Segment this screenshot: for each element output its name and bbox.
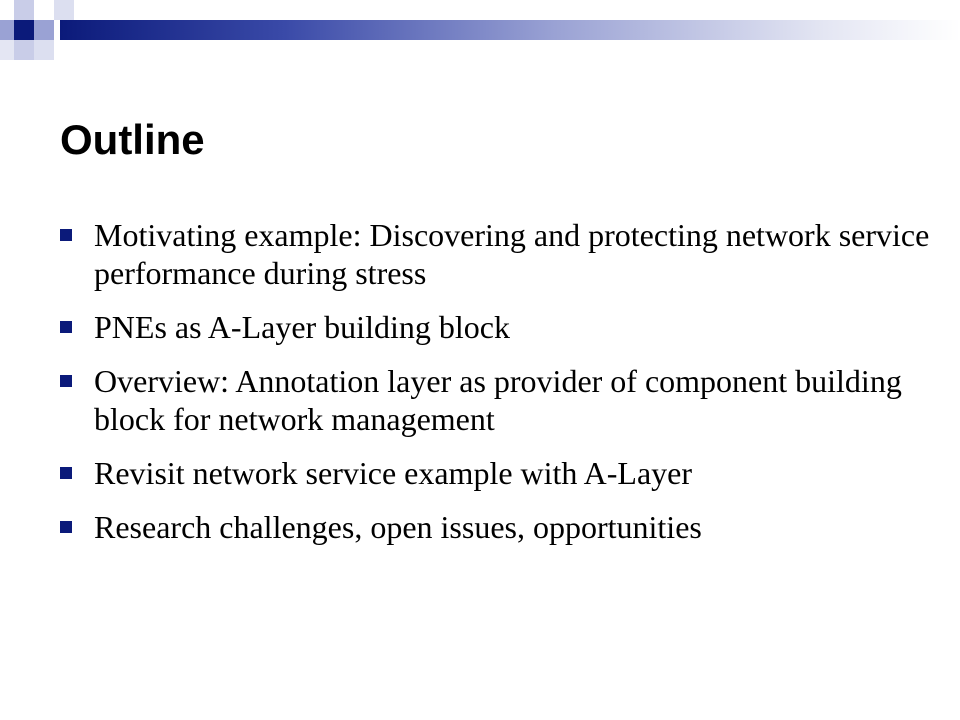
corner-square-light xyxy=(14,0,34,20)
corner-square-mid xyxy=(0,20,14,40)
bullet-item xyxy=(60,362,940,438)
square-bullet-icon xyxy=(60,321,72,333)
bullet-text: Motivating example: Discovering and protecting network service performance during stress xyxy=(94,217,930,291)
bullet-item xyxy=(60,308,940,346)
bullet-text: Overview: Annotation layer as provider of component building block for network management xyxy=(94,363,902,437)
bullet-item xyxy=(60,216,940,292)
header-gradient-bar xyxy=(60,20,960,40)
bullet-item xyxy=(60,454,940,492)
corner-square-dark xyxy=(14,20,34,40)
bullet-text: Research challenges, open issues, opportunities xyxy=(94,509,702,545)
bullet-text: PNEs as A-Layer building block xyxy=(94,309,510,345)
corner-square-light xyxy=(34,20,54,40)
corner-square-pale xyxy=(0,40,14,60)
bullet-text: Revisit network service example with A-Layer xyxy=(94,455,693,491)
slide-title: Outline xyxy=(60,116,205,163)
bullet-item xyxy=(60,508,940,546)
square-bullet-icon xyxy=(60,229,72,241)
corner-square-pale xyxy=(54,0,74,20)
corner-square-pale xyxy=(34,40,54,60)
square-bullet-icon xyxy=(60,521,72,533)
square-bullet-icon xyxy=(60,467,72,479)
corner-square-pale xyxy=(14,40,34,60)
bullet-list xyxy=(60,216,940,562)
square-bullet-icon xyxy=(60,375,72,387)
